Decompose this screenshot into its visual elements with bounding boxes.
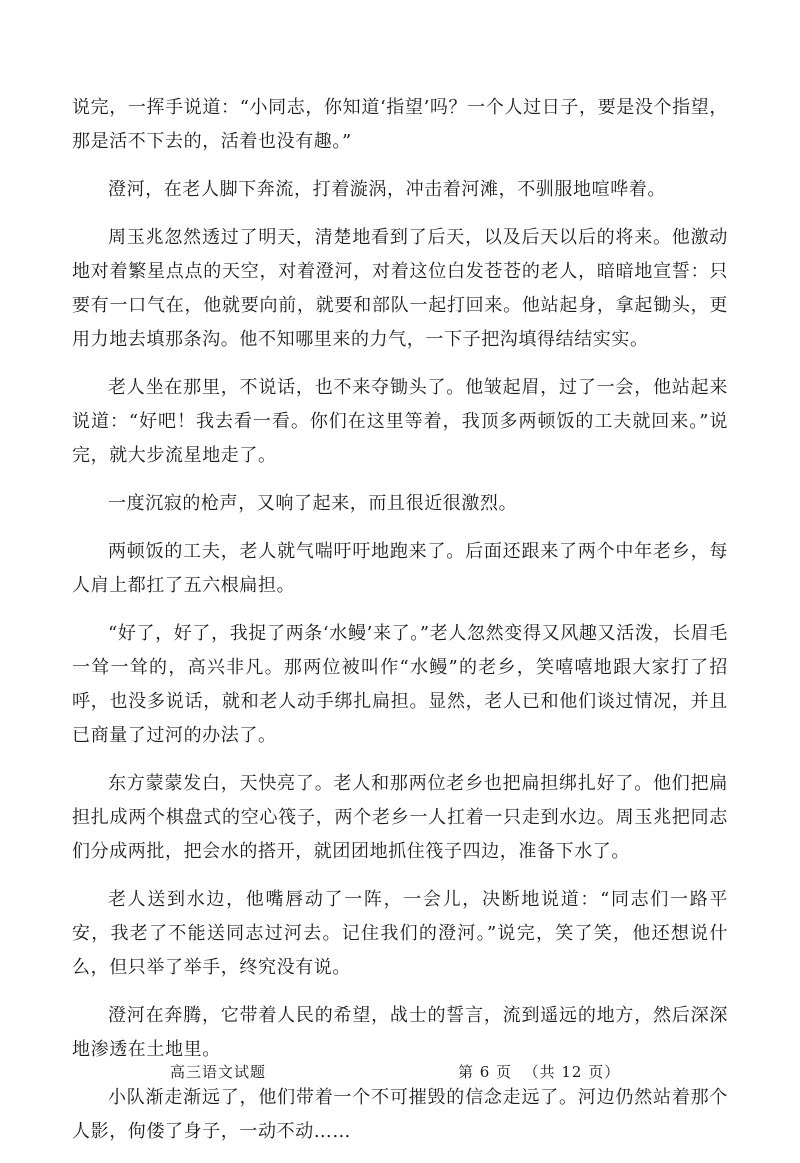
- paragraph-3: 周玉兆忽然透过了明天，清楚地看到了后天，以及后天以后的将来。他激动地对着繁星点点的天空，对着澄河，对着这位白发苍苍的老人，暗暗地宣誓：只要有一口气在，他就要向前，就要和部队一起打回来。他站起身，拿起锄头，更用力地去填那条沟。他不知哪里来的力气，一下子把沟填得结结实实。: [72, 227, 728, 350]
- page-footer: [0, 1060, 800, 1084]
- paragraph-6: 两顿饭的工夫，老人就气喘吁吁地跑来了。后面还跟来了两个中年老乡，每人肩上都扛了五六根扁担。: [72, 541, 728, 596]
- paragraph-2: 澄河，在老人脚下奔流，打着漩涡，冲击着河滩，不驯服地喧哗着。: [108, 179, 666, 200]
- paragraph-5: 一度沉寂的枪声，又响了起来，而且很近很激烈。: [108, 493, 518, 514]
- footer-subject: 高三语文试题: [170, 1063, 267, 1081]
- paragraph-10: 澄河在奔腾，它带着人民的希望，战士的誓言，流到遥远的地方，然后深深地渗透在土地里。: [72, 1005, 728, 1060]
- paragraph-9: 老人送到水边，他嘴唇动了一阵，一会儿，决断地说道：“同志们一路平安，我老了不能送同志过河去。记住我们的澄河。”说完，笑了笑，他还想说什么，但只举了举手，终究没有说。: [72, 889, 728, 978]
- paragraph-8: 东方蒙蒙发白，天快亮了。老人和那两位老乡也把扁担绑扎好了。他们把扁担扎成两个棋盘式的空心筏子，两个老乡一人扛着一只走到水边。周玉兆把同志们分成两批，把会水的搭开，就团团地抓住筏子四边，准备下水了。: [72, 773, 728, 862]
- footer-page-number: 第 6 页 （共 12 页）: [458, 1063, 621, 1081]
- paragraph-4: 老人坐在那里，不说话，也不来夺锄头了。他皱起眉，过了一会，他站起来说道：“好吧！我去看一看。你们在这里等着，我顶多两顿饭的工夫就回来。”说完，就大步流星地走了。: [72, 377, 728, 466]
- document-body: [72, 91, 728, 1163]
- paragraph-11: 小队渐走渐远了，他们带着一个不可摧毁的信念走远了。河边仍然站着那个人影，佝偻了身子，一动不动……: [72, 1087, 728, 1142]
- paragraph-7: “好了，好了，我捉了两条‘水鳗’来了。”老人忽然变得又风趣又活泼，长眉毛一耸一耸的，高兴非凡。那两位被叫作“水鳗”的老乡，笑嘻嘻地跟大家打了招呼，也没多说话，就和老人动手绑扎扁担。显然，老人已和他们谈过情况，并且已商量了过河的办法了。: [72, 623, 728, 746]
- paragraph-1: 说完，一挥手说道：“小同志，你知道‘指望’吗？一个人过日子，要是没个指望，那是活不下去的，活着也没有趣。”: [72, 97, 728, 152]
